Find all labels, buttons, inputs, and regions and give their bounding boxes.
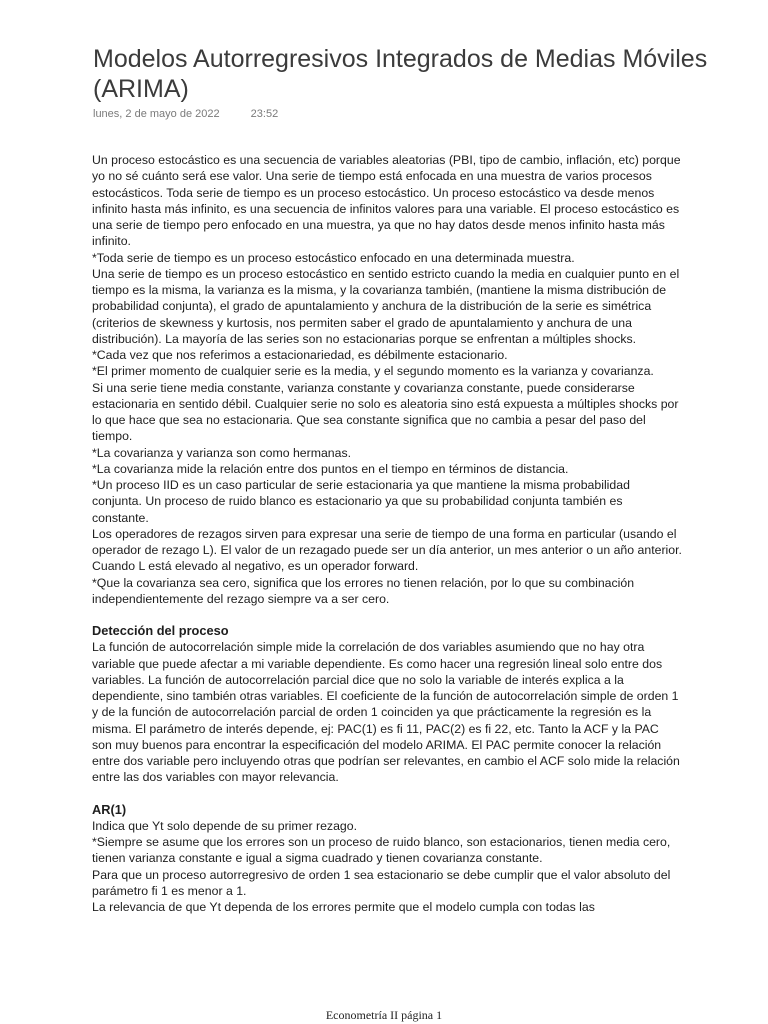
paragraph: La relevancia de que Yt dependa de los errores permite que el modelo cumpla con todas las (92, 900, 595, 914)
section-heading: AR(1) (92, 801, 127, 817)
note-body (92, 152, 682, 915)
section-intro (92, 152, 682, 607)
paragraph: Un proceso estocástico es una secuencia de variables aleatorias (PBI, tipo de cambio, inflación, etc) porque yo no sé cuánto será ese valor. Una serie de tiempo está enfocada en una muestra de varios procesos estocásticos. Toda serie de tiempo es un proceso estocástico. Un proceso estocástico va desde menos infinito hasta más infinito, es una secuencia de infinitos valores para una variable. El proceso estocástico es una serie de tiempo pero enfocado en una muestra, ya que no hay datos desde menos infinito hasta más infinito. (92, 153, 681, 249)
note-time: 23:52 (250, 108, 279, 120)
paragraph: *La covarianza y varianza son como hermanas. (92, 445, 352, 460)
section-ar1 (92, 802, 682, 916)
paragraph: Indica que Yt solo depende de su primer rezago. (92, 818, 358, 833)
paragraph: Los operadores de rezagos sirven para expresar una serie de tiempo de una forma en particular (usando el operador de rezago L). El valor de un rezagado puede ser un día anterior, un mes anterior o un año anterior. Cuando L está elevado al negativo, es un operador forward. (92, 526, 682, 574)
paragraph: *Siempre se asume que los errores son un proceso de ruido blanco, son estacionarios, tienen media cero, tienen varianza constante e igual a sigma cuadrado y tienen covarianza constante. (92, 835, 671, 866)
paragraph: Para que un proceso autorregresivo de orden 1 sea estacionario se debe cumplir que el valor absoluto del parámetro fi 1 es menor a 1. (92, 867, 671, 898)
paragraph: *La covarianza mide la relación entre dos puntos en el tiempo en términos de distancia. (92, 461, 569, 476)
paragraph: *Un proceso IID es un caso particular de serie estacionaria ya que mantiene la misma probabilidad conjunta. Un proceso de ruido blanco es estacionario ya que su probabilidad conjunta también es constante. (92, 478, 630, 525)
paragraph: *Cada vez que nos referimos a estacionariedad, es débilmente estacionario. (92, 348, 508, 362)
spacer (92, 786, 682, 802)
page-title: Modelos Autorregresivos Integrados de Medias Móviles (ARIMA) (93, 45, 708, 103)
paragraph: La función de autocorrelación simple mide la correlación de dos variables asumiendo que no hay otra variable que puede afectar a mi variable dependiente. Es como hacer una regresión lineal solo entre dos variables. La función de autocorrelación parcial dice que no solo la variable de interés explica a la dependiente, sino también otras variables. El coeficiente de la función de autocorrelación simple de orden 1 y de la función de autocorrelación parcial de orden 1 coinciden ya que prácticamente la regresión es la misma. El parámetro de interés depende, ej: PAC(1) es fi 11, PAC(2) es fi 22, etc. Tanto la ACF y la PAC son muy buenos para encontrar la especificación del modelo ARIMA. El PAC permite conocer la relación entre dos variable pero incluyendo otras que podrían ser relevantes, en cambio el ACF solo mide la relación entre las dos variables con mayor relevancia. (92, 640, 680, 785)
paragraph: *Que la covarianza sea cero, significa que los errores no tienen relación, por lo que su combinación independientemente del rezago siempre va a ser cero. (92, 575, 635, 606)
section-deteccion (92, 623, 682, 786)
note-meta (93, 108, 278, 120)
paragraph: *Toda serie de tiempo es un proceso estocástico enfocado en una determinada muestra. (92, 250, 575, 265)
note-date: lunes, 2 de mayo de 2022 (93, 108, 220, 120)
paragraph: Una serie de tiempo es un proceso estocástico en sentido estricto cuando la media en cualquier punto en el tiempo es la misma, la varianza es la misma, y la covarianza también, (mantiene la misma distribución de probabilidad conjunta), el grado de apuntalamiento y anchura de la distribución de la serie es simétrica (criterios de skewness y kurtosis, nos permiten saber el grado de apuntalamiento y anchura de una distribución). La mayoría de las series son no estacionarias porque se enfrentan a múltiples shocks. (92, 266, 680, 346)
paragraph: *El primer momento de cualquier serie es la media, y el segundo momento es la varianza y covarianza. (92, 364, 654, 379)
spacer (92, 607, 682, 623)
page-footer: Econometría II página 1 (325, 1008, 443, 1022)
section-heading: Detección del proceso (92, 623, 229, 638)
paragraph: Si una serie tiene media constante, varianza constante y covarianza constante, puede considerarse estacionaria en sentido débil. Cualquier serie no solo es aleatoria sino está expuesta a múltiples shocks por lo que hace que sea no estacionaria. Que sea constante significa que no cambia a pesar del paso del tiempo. (92, 380, 679, 444)
